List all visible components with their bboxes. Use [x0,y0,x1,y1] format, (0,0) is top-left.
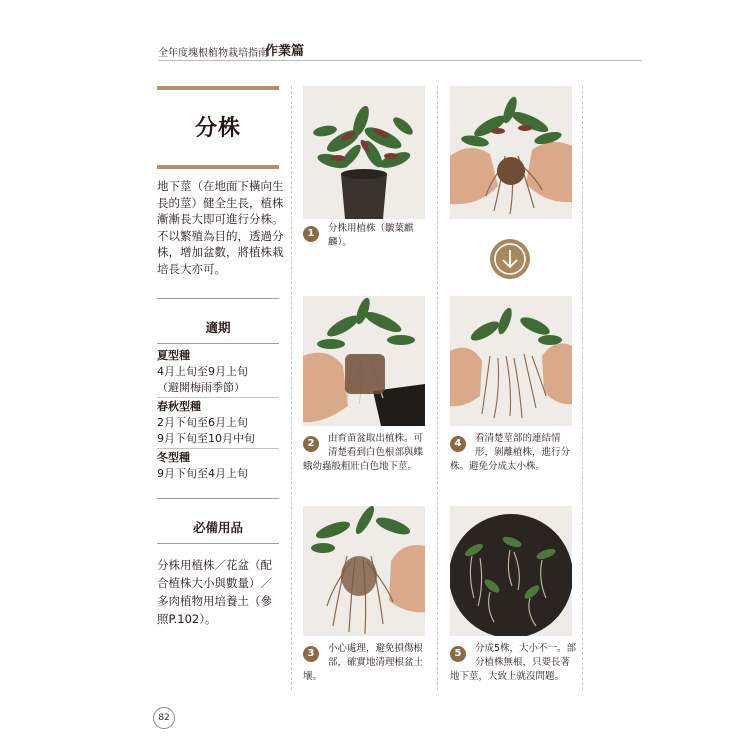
photo-removing-from-pot [303,296,425,426]
photo-plant-in-pot [303,86,425,219]
period-row: 春秋型種 [157,400,201,413]
divider [157,298,279,299]
step-number-badge: 2 [303,436,319,452]
period-row: 9月下旬至4月上旬 [157,467,248,480]
header-rule [158,60,642,61]
title-bar-bottom [157,165,279,169]
step-caption-line: 看清楚莖部的連結情 [475,433,561,444]
period-heading: 適期 [205,320,231,335]
period-row: 夏型種 [157,349,190,362]
supplies-line: 多肉植物用培養土（參 [157,594,272,608]
period-row: 2月下旬至6月上旬 [157,416,248,429]
step-caption-line: 麟）。 [328,237,352,248]
column-divider [437,86,438,690]
supplies-line: 照P.102）。 [157,612,217,626]
photo-separating-plants [450,296,572,426]
step-caption-line: 分株用植株（皺葉麒 [328,223,414,234]
step-number-badge: 3 [303,646,319,662]
column-divider [582,86,583,690]
step-caption-line: 分成5株，大小不一。部 [475,643,577,654]
period-row: 9月下旬至10月中旬 [157,432,255,445]
column-divider [291,86,292,690]
intro-line: 不以繁殖為目的，透過分 [157,228,284,243]
running-header [158,40,642,62]
intro-line: 株，增加盆數，將植株栽 [157,245,284,259]
step-caption-line: 形，剝離植株，進行分 [475,447,571,458]
step-caption-line: 地下莖，大致上就沒問題。 [450,671,565,682]
title-bar-top [157,86,279,90]
intro-line: 長的莖）健全生長，植株 [157,195,284,210]
step-caption-line: 由育苗盆取出植株。可 [328,433,424,444]
step-number-badge: 4 [450,436,466,452]
arrow-down-circle-icon [490,239,530,279]
step-caption-line: 分植株無根，只要長著 [475,657,571,668]
book-subtitle: 全年度塊根植物栽培指南 [158,48,268,59]
divider [157,543,279,544]
photo-hands-roots [450,86,572,219]
period-row: 4月上旬至9月上旬 [157,365,248,378]
step-caption-line: 小心處理，避免損傷根 [328,643,424,654]
period-row: （避開梅雨季節） [157,381,245,394]
step-caption-line: 壤。 [303,671,323,682]
photo-cleaning-roots [303,506,425,636]
supplies-line: 合植株大小與數量）／ [157,576,272,590]
supplies-heading: 必備用品 [192,520,243,535]
page-number: 82 [153,707,175,729]
intro-line: 培長大亦可。 [157,261,226,276]
supplies-line: 分株用植株／花盆（配 [157,558,272,572]
divider [157,343,279,344]
divider [157,498,279,499]
period-row: 冬型種 [157,451,190,464]
photo-five-divisions [450,506,572,636]
sidebar-title: 分株 [194,116,241,141]
step-caption-line: 株。避免分成太小株。 [450,461,546,472]
section-title: 作業篇 [265,44,305,59]
step-number-badge: 5 [450,646,466,662]
intro-line: 地下莖（在地面下橫向生 [157,179,284,193]
step-number-badge: 1 [303,226,319,242]
step-caption-line: 蛾幼蟲般粗壯白色地下莖。 [303,461,418,472]
step-caption-line: 部，確實地清理根盆土 [328,657,424,668]
intro-line: 漸漸長大即可進行分株。 [157,212,284,226]
row-divider [157,397,279,398]
step-caption-line: 清楚看到白色根部與蝶 [328,447,424,458]
row-divider [157,448,279,449]
